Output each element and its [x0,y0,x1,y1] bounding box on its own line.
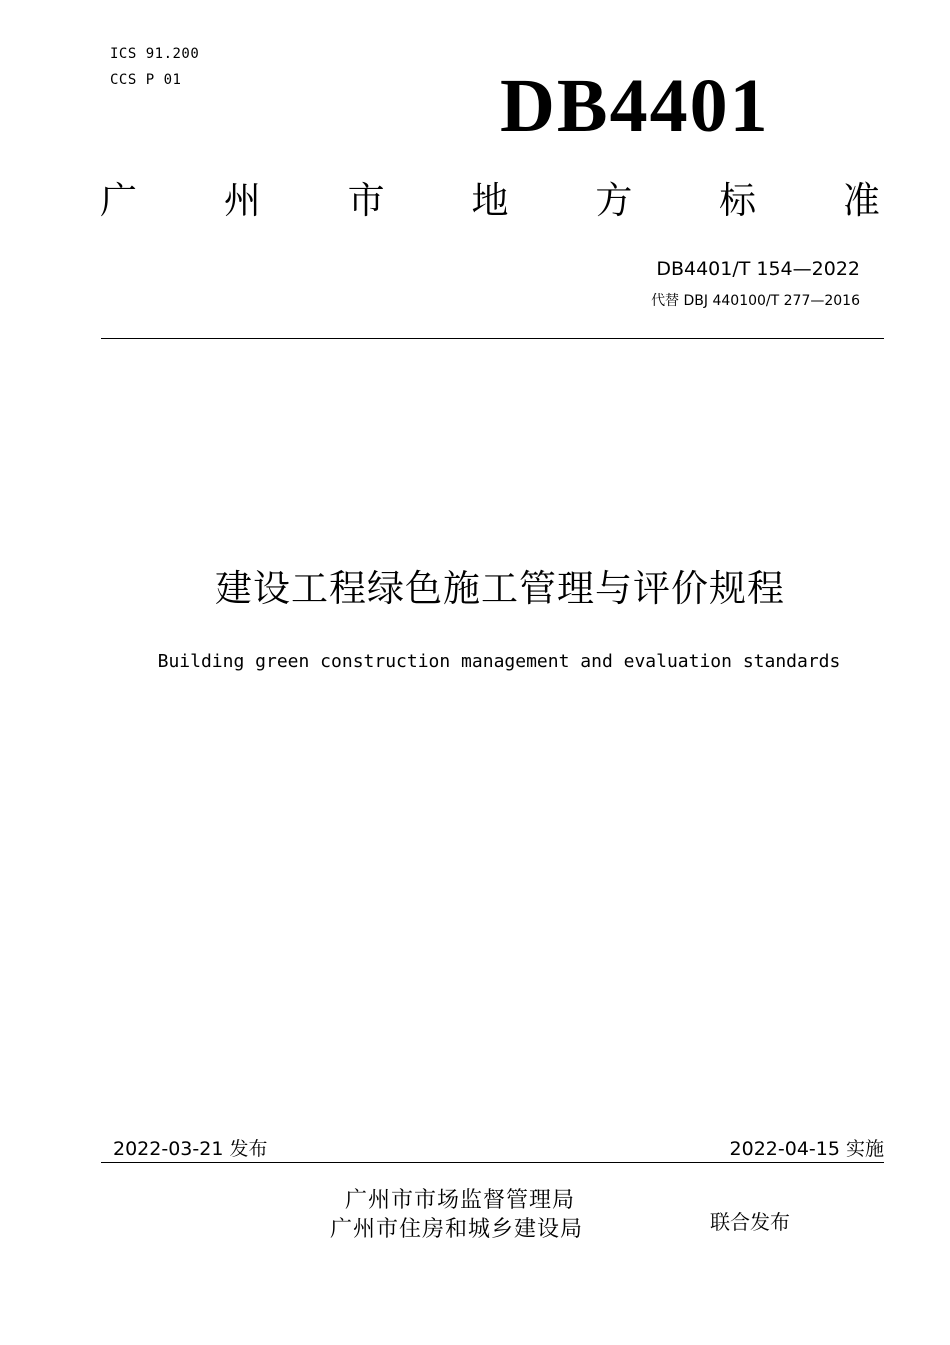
standard-type-char: 广 [100,179,137,222]
issuer-market-regulation: 广州市市场监督管理局 [345,1188,576,1213]
document-title-chinese: 建设工程绿色施工管理与评价规程 [215,567,785,610]
implement-date: 2022-04-15 实施 [729,1138,884,1160]
joint-issue-label: 联合发布 [710,1210,790,1234]
ccs-code: CCS P 01 [110,72,182,88]
standard-type-char: 地 [471,179,509,222]
standard-number: DB4401/T 154—2022 [656,258,860,280]
top-divider [101,338,884,339]
issuer-housing-construction: 广州市住房和城乡建设局 [330,1217,584,1242]
replaces-standard: 代替 DBJ 440100/T 277—2016 [651,293,860,309]
standard-type-char: 市 [347,179,385,222]
bottom-divider [101,1162,884,1163]
standard-type-char: 方 [595,179,633,222]
standard-type-char: 标 [719,179,757,222]
standard-type-char: 准 [842,179,880,222]
standard-code-logo: DB4401 [500,64,770,148]
publish-date: 2022-03-21 发布 [113,1138,268,1160]
standard-type-title [100,179,880,222]
standard-type-char: 州 [223,179,261,222]
document-title-english: Building green construction management and evaluation standards [157,651,841,672]
ics-code: ICS 91.200 [110,46,200,62]
